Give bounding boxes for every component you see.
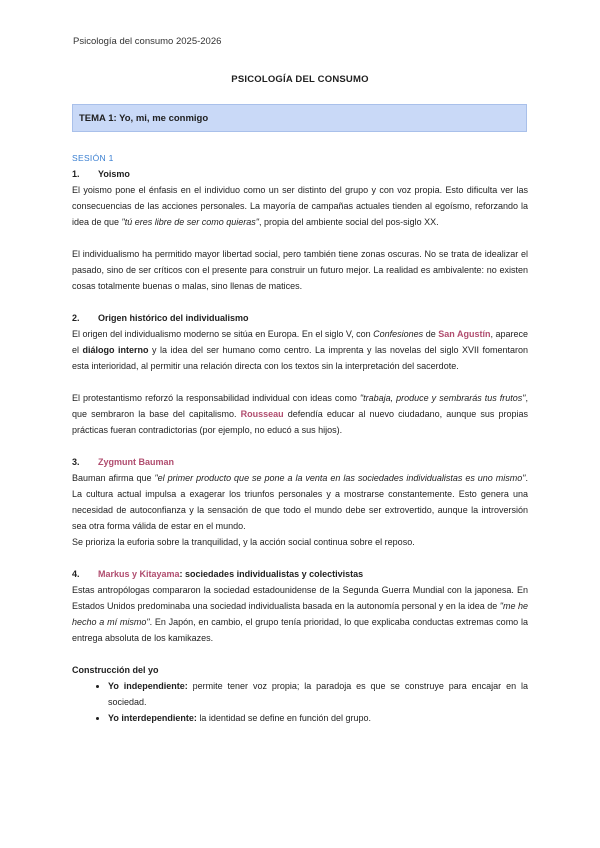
list-item	[108, 678, 528, 710]
text-run: . En Japón, en cambio, el grupo tenía prioridad, lo que explicaba conductas extremas como la entrega absoluta de los kamikazes.	[72, 617, 528, 643]
document-title: PSICOLOGÍA DEL CONSUMO	[231, 74, 369, 85]
bold-term: Yo independiente:	[108, 681, 188, 691]
text-run: de	[423, 329, 439, 339]
book-title: Confesiones	[373, 329, 424, 339]
text-run: Bauman afirma que	[72, 473, 155, 483]
bullet-list	[72, 678, 528, 726]
paragraph	[72, 582, 528, 646]
section-heading-3	[72, 454, 528, 470]
text-run: , propia del ambiente social del pos-siglo XX.	[259, 217, 439, 227]
session-label: SESIÓN 1	[72, 153, 114, 163]
bold-term: diálogo interno	[82, 345, 149, 355]
header-note: Psicología del consumo 2025-2026	[73, 36, 222, 47]
list-item	[108, 710, 528, 726]
section-number: 4.	[72, 569, 80, 579]
paragraph	[72, 470, 528, 534]
paragraph	[72, 326, 528, 374]
section-number: 2.	[72, 313, 80, 323]
text-run: El protestantismo reforzó la responsabilidad individual con ideas como	[72, 393, 360, 403]
topic-title: TEMA 1: Yo, mi, me conmigo	[79, 112, 209, 124]
section-number: 1.	[72, 169, 80, 179]
text-run: Estas antropólogas compararon la sociedad estadounidense de la Segunda Guerra Mundial con la japonesa. En Estados Unidos predominaba una sociedad individualista basada en la autonomía personal y en la idea de	[72, 585, 528, 611]
paragraph	[72, 390, 528, 438]
section-heading-1	[72, 166, 528, 182]
highlight-name: Rousseau	[240, 409, 284, 419]
text-run: El yoismo pone el énfasis en el individuo como un ser distinto del grupo y con voz propia. Esto dificulta ver las consecuencias de las acciones personales. La mayoría de campañas actuales tienden al egoísmo, reforzando la idea de que	[72, 185, 528, 227]
section-number: 3.	[72, 457, 80, 467]
section-heading-2	[72, 310, 528, 326]
text-run: , que sembraron la base del capitalismo.	[72, 393, 528, 419]
text-run: y la idea del ser humano como centro. La imprenta y las novelas del siglo XVII fomentaron esta interioridad, al permitir una relación directa con los textos sin la interpretación del sacerdote.	[72, 345, 528, 371]
text-run: permite tener voz propia; la paradoja es que se construye para encajar en la sociedad.	[108, 681, 528, 707]
topic-banner	[72, 104, 527, 132]
quote: "me he hecho a mí mismo"	[72, 601, 529, 627]
subheading-construccion: Construcción del yo	[72, 665, 159, 675]
quote: "el primer producto que se pone a la venta en las sociedades individualistas es uno mismo"	[154, 473, 526, 483]
quote: "trabaja, produce y sembrarás tus frutos"	[359, 393, 526, 403]
quote: "tú eres libre de ser como quieras"	[121, 217, 259, 227]
section-title: Zygmunt Bauman	[98, 457, 175, 467]
section-title: : sociedades individualistas y colectivistas	[179, 569, 364, 579]
text-run: El origen del individualismo moderno se sitúa en Europa. En el siglo V, con	[72, 329, 374, 339]
section-heading-4	[72, 566, 528, 582]
section-title-highlight: Markus y Kitayama	[98, 569, 180, 579]
section-title: Yoismo	[98, 169, 130, 179]
text-run: , aparece el	[72, 329, 528, 355]
section-title: Origen histórico del individualismo	[98, 313, 249, 323]
paragraph: El individualismo ha permitido mayor libertad social, pero también tiene zonas oscuras. No se trata de idealizar el pasado, sino de ser críticos con el presente para construir un futuro mejor. La realidad es ambivalente: no existen cosas totalmente buenas o malas, sino llenas de matices.	[72, 249, 528, 291]
text-run: la identidad se define en función del grupo.	[196, 713, 371, 723]
bold-term: Yo interdependiente:	[108, 713, 197, 723]
text-run: . La cultura actual impulsa a exagerar los triunfos personales y a mostrarse constantemente. Esto genera una necesidad de autoconfianza y la sensación de que todo el mundo debe ser extrovertido, aunque la introversión sea otra forma válida de estar en el mundo.	[72, 473, 528, 531]
document-body	[72, 150, 528, 726]
paragraph: Se prioriza la euforia sobre la tranquilidad, y la acción social continua sobre el reposo.	[72, 537, 415, 547]
paragraph	[72, 182, 528, 230]
text-run: defendía educar al nuevo ciudadano, aunque sus propias prácticas fueran contradictorias (por ejemplo, no educó a sus hijos).	[72, 409, 528, 435]
highlight-name: San Agustín	[438, 329, 491, 339]
